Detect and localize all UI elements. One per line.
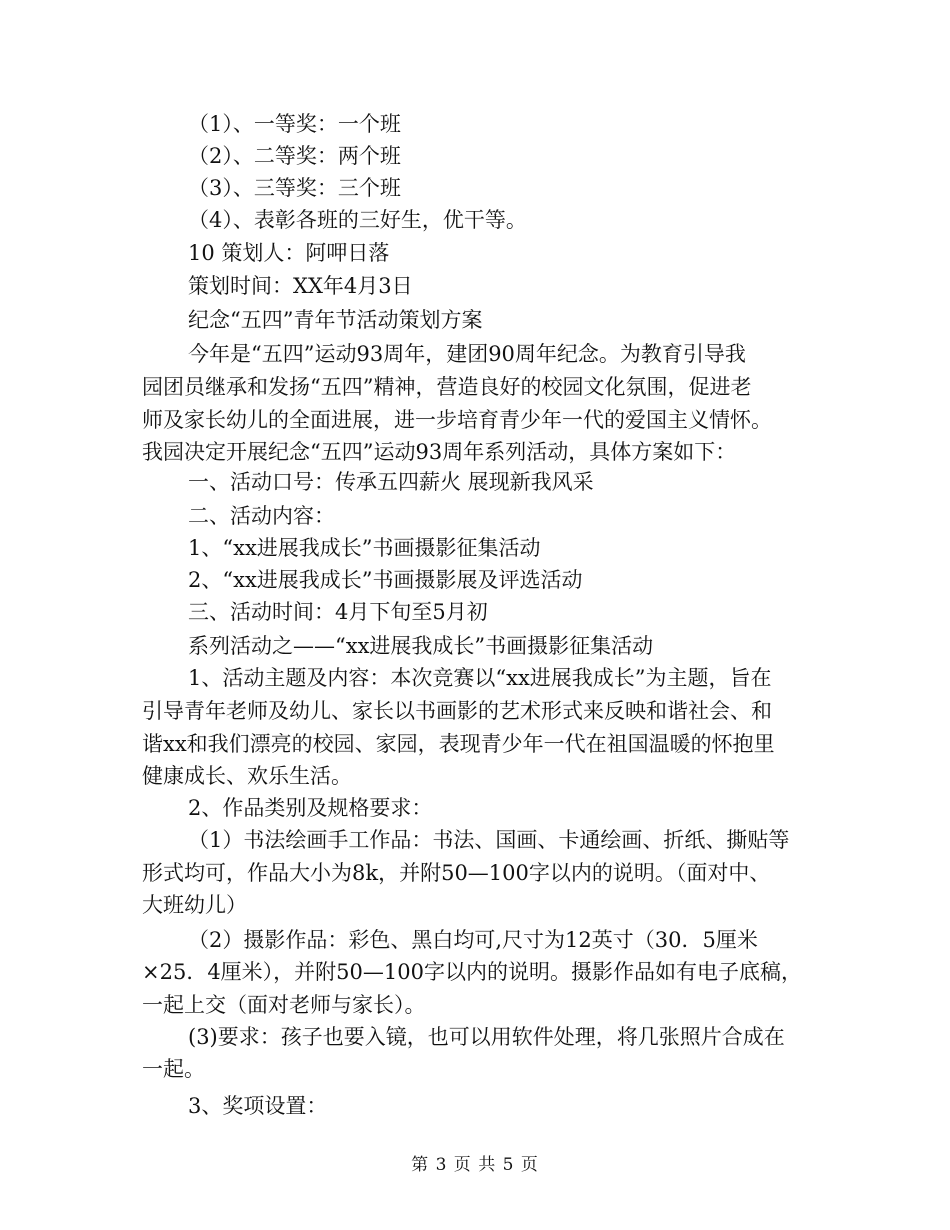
paragraph-line: 一起。 — [142, 1057, 205, 1081]
paragraph-line: 师及家长幼儿的全面进展，进一步培育青少年一代的爱国主义情怀。 — [142, 408, 772, 432]
paragraph-line: （1）书法绘画手工作品：书法、国画、卡通绘画、折纸、撕贴等 — [188, 828, 790, 852]
paragraph-line: 引导青年老师及幼儿、家长以书画影的艺术形式来反映和谐社会、和 — [142, 699, 772, 723]
paragraph-line: ×25．4厘米），并附50—100字以内的说明。摄影作品如有电子底稿， — [142, 960, 802, 984]
award-line-4: （4）、表彰各班的三好生，优干等。 — [188, 208, 527, 232]
paragraph-line: 我园决定开展纪念“五四”运动93周年系列活动，具体方案如下： — [142, 440, 737, 464]
paragraph-line: 谐xx和我们漂亮的校园、家园，表现青少年一代在祖国温暖的怀抱里 — [142, 732, 775, 756]
plan-date-line: 策划时间：XX年4月3日 — [188, 274, 413, 298]
time-line: 三、活动时间：4月下旬至5月初 — [188, 600, 488, 624]
paragraph-line: (3)要求：孩子也要入镜，也可以用软件处理，将几张照片合成在 — [188, 1025, 785, 1049]
paragraph-line: （2）摄影作品：彩色、黑白均可,尺寸为12英寸（30．5厘米 — [188, 928, 758, 952]
award-line-2: （2）、二等奖：两个班 — [188, 144, 401, 168]
section-title: 纪念“五四”青年节活动策划方案 — [188, 308, 483, 332]
series-title: 系列活动之——“xx进展我成长”书画摄影征集活动 — [188, 634, 654, 658]
content-item-2: 2、“xx进展我成长”书画摄影展及评选活动 — [188, 568, 583, 592]
slogan-line: 一、活动口号：传承五四薪火 展现新我风采 — [188, 470, 594, 494]
paragraph-line: 今年是“五四”运动93周年，建团90周年纪念。为教育引导我 — [188, 342, 746, 366]
award-line-1: （1）、一等奖：一个班 — [188, 112, 401, 136]
awards-heading: 3、奖项设置： — [188, 1094, 328, 1118]
paragraph-line: 形式均可，作品大小为8k，并附50—100字以内的说明。（面对中、 — [142, 861, 771, 885]
page-footer: 第 3 页 共 5 页 — [411, 1155, 539, 1175]
content-item-1: 1、“xx进展我成长”书画摄影征集活动 — [188, 536, 541, 560]
paragraph-line: 一起上交（面对老师与家长）。 — [142, 993, 426, 1017]
paragraph-line: 园团员继承和发扬“五四”精神，营造良好的校园文化氛围，促进老 — [142, 375, 752, 399]
paragraph-line: 大班幼儿） — [142, 893, 247, 917]
paragraph-line: 健康成长、欢乐生活。 — [142, 764, 352, 788]
planner-line: 10 策划人：阿呷日落 — [188, 241, 390, 265]
award-line-3: （3）、三等奖：三个班 — [188, 176, 401, 200]
paragraph-line: 1、活动主题及内容：本次竞赛以“xx进展我成长”为主题，旨在 — [188, 666, 772, 690]
content-heading: 二、活动内容： — [188, 504, 335, 528]
category-heading: 2、作品类别及规格要求： — [188, 796, 433, 820]
